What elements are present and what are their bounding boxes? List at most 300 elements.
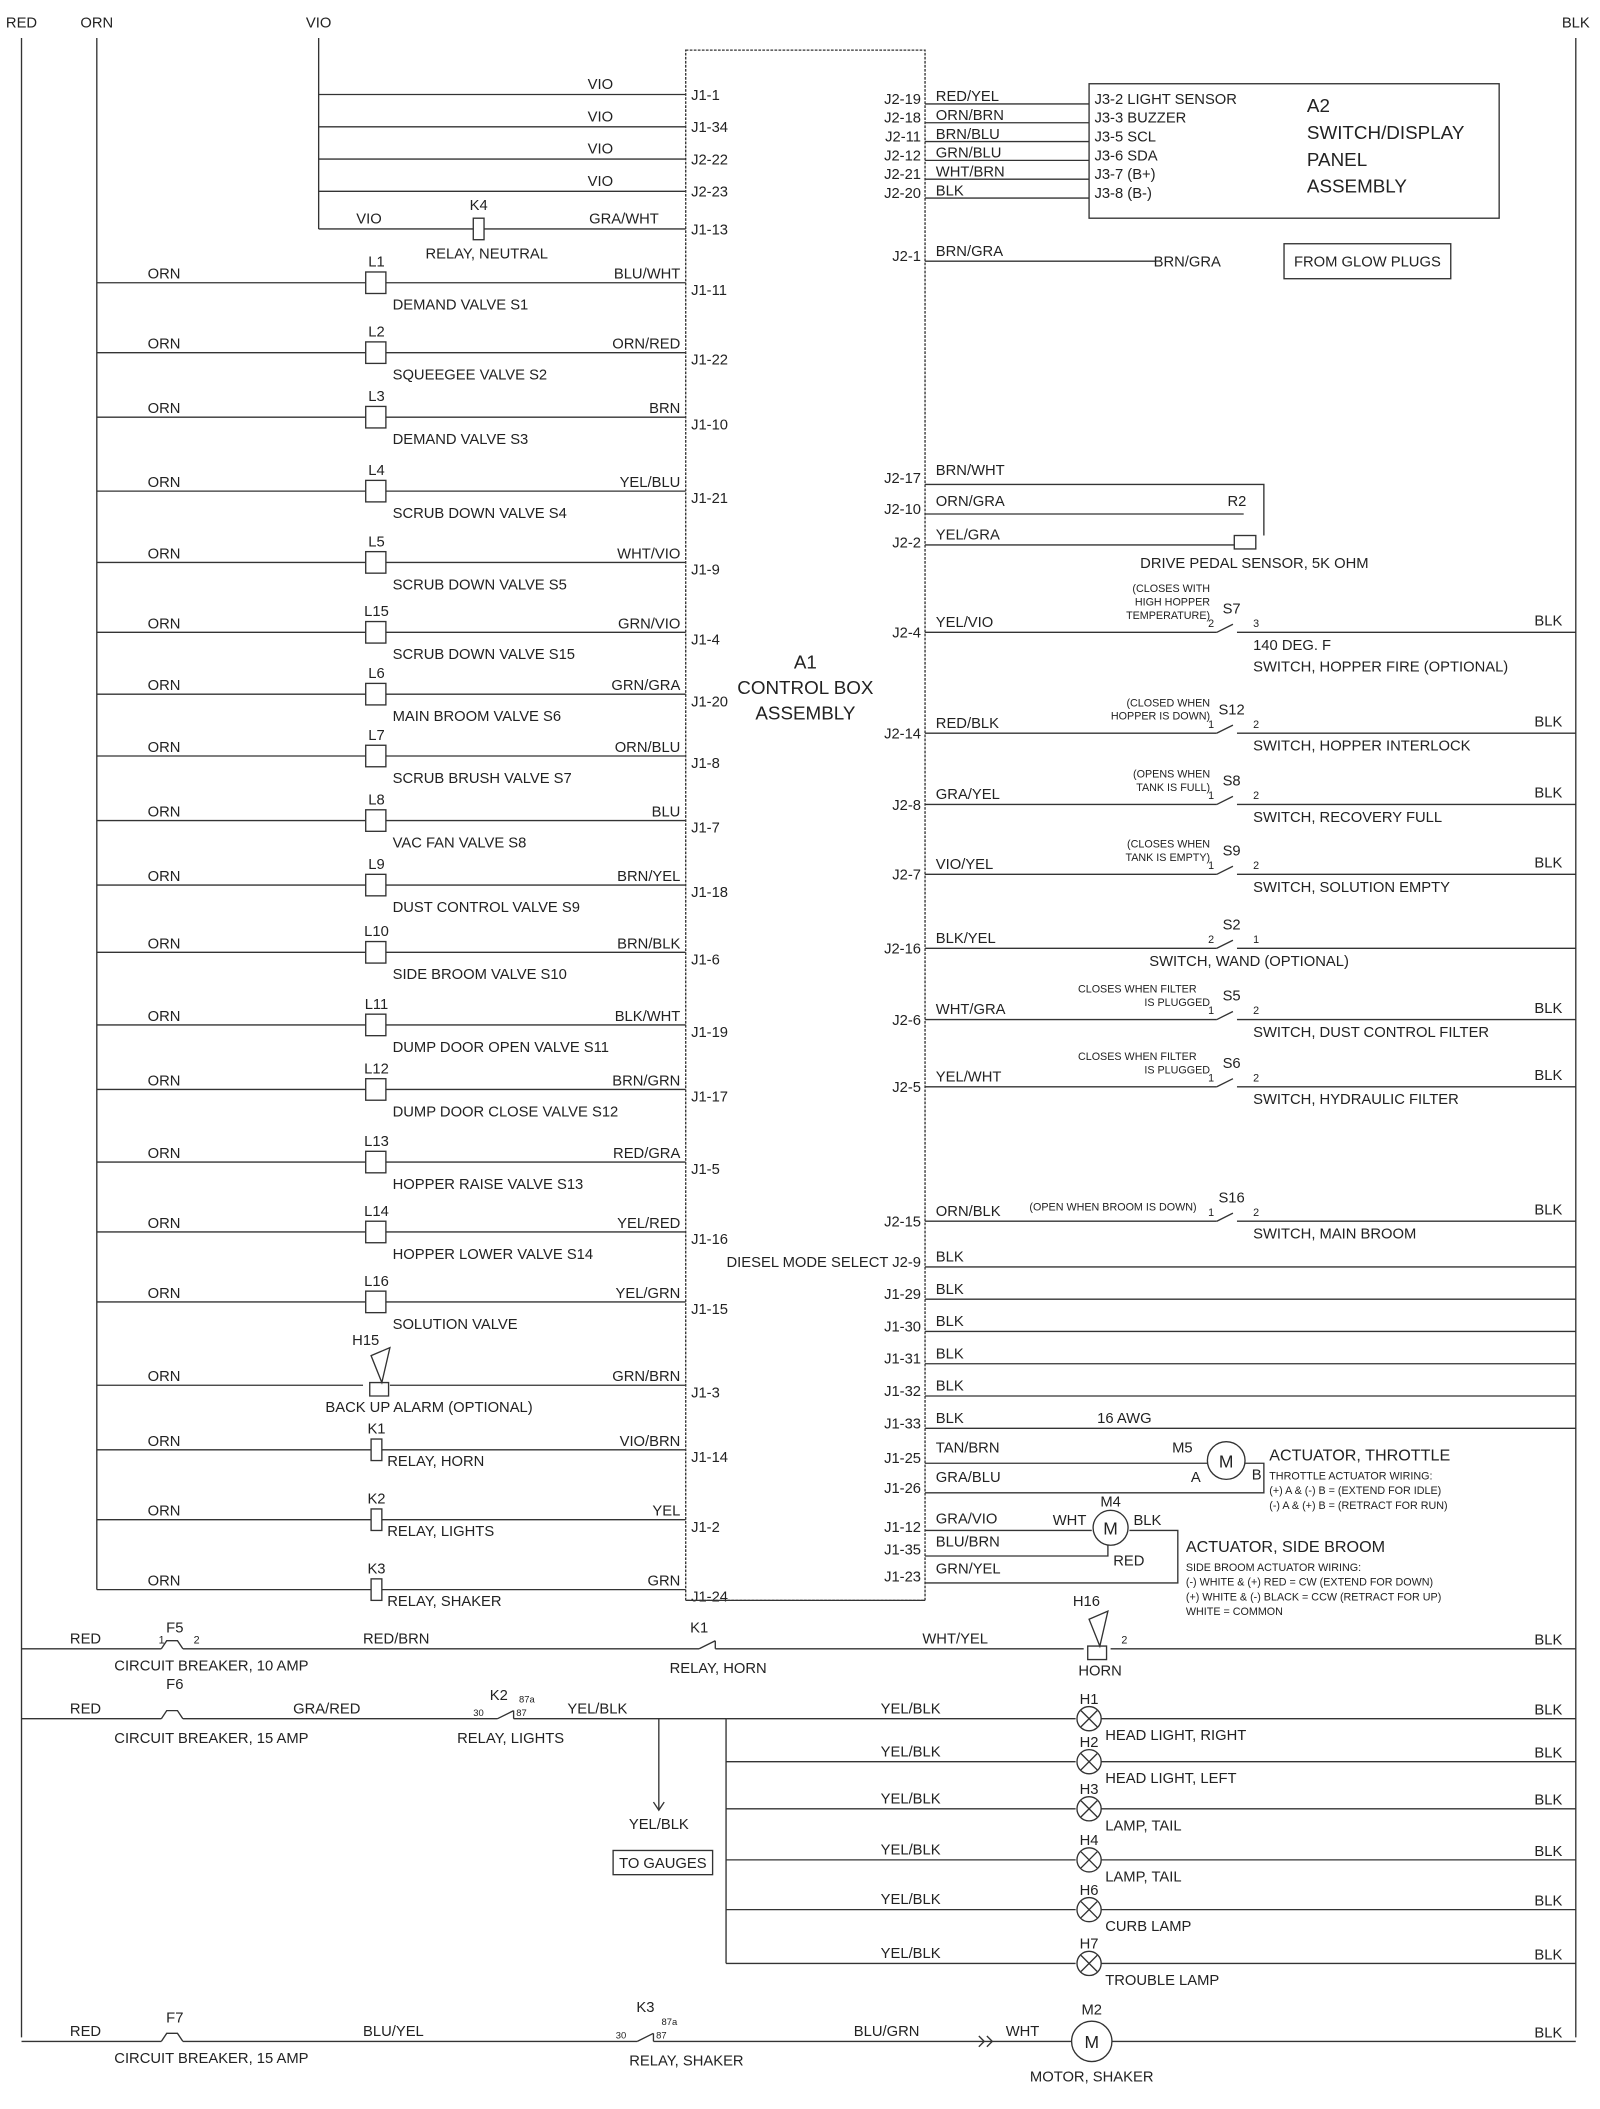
potentiometer-r2 [1234, 536, 1256, 549]
switch-pin: 2 [1253, 859, 1260, 872]
relay-coil [371, 1439, 382, 1461]
r2-ref: R2 [1227, 493, 1247, 510]
switch-ref: S9 [1222, 843, 1241, 860]
switch-pin: 1 [1208, 1206, 1215, 1219]
wire-label: BLK [935, 1249, 964, 1266]
switch-ref: S5 [1222, 988, 1241, 1005]
feed-label: ORN [147, 678, 181, 695]
switch-pin: 2 [1253, 718, 1260, 731]
wire-label: BLK [1534, 1632, 1563, 1649]
switch-name: SWITCH, WAND (OPTIONAL) [1149, 953, 1349, 970]
wire-label: WHT/VIO [617, 546, 681, 563]
pin-label: J2-16 [884, 941, 922, 958]
m4-pin: BLK [1133, 1513, 1162, 1530]
wire-label: BRN/BLK [617, 936, 681, 953]
wire-label: BLK [1534, 1843, 1563, 1860]
a2-connector-label: J3-2 LIGHT SENSOR [1094, 91, 1237, 108]
pin-label: DIESEL MODE SELECT J2-9 [726, 1254, 922, 1271]
switch-contact [1217, 725, 1233, 733]
component-ref: L2 [368, 324, 385, 341]
solenoid-coil [366, 810, 386, 832]
rail-label-red: RED [5, 15, 38, 32]
component-name: SIDE BROOM VALVE S10 [392, 967, 567, 984]
wire-label: YEL/VIO [935, 614, 994, 631]
component-ref: L5 [368, 534, 385, 551]
solenoid-coil [366, 406, 386, 428]
pin-label: J1-19 [691, 1025, 729, 1042]
lamp-name: TROUBLE LAMP [1105, 1972, 1220, 1989]
pin-label: J2-20 [884, 186, 922, 203]
switch-ref: S7 [1222, 601, 1241, 618]
wire-label: YEL/GRN [615, 1285, 681, 1302]
wire-label: BRN/GRN [612, 1073, 681, 1090]
m4-note: (+) WHITE & (-) BLACK = CCW (RETRACT FOR UP) [1185, 1591, 1442, 1604]
k2-pin: 87 [516, 1707, 527, 1719]
wire-label: TAN/BRN [935, 1440, 1000, 1457]
wire-label: BLK [935, 1410, 964, 1427]
wire-label: BLK [935, 1314, 964, 1331]
wire-label: VIO [587, 77, 614, 94]
pin-label: J2-22 [691, 152, 729, 169]
switch-name: SWITCH, MAIN BROOM [1253, 1226, 1417, 1243]
m2-name: MOTOR, SHAKER [1029, 2069, 1154, 2086]
component-ref: L12 [364, 1061, 389, 1078]
solenoid-coil [366, 342, 386, 364]
wire-label: RED/GRA [613, 1146, 681, 1163]
to-gauges-label: TO GAUGES [619, 1855, 707, 1872]
component-name: DEMAND VALVE S3 [392, 432, 529, 449]
component-ref: L3 [368, 389, 385, 406]
a2-connector-label: J3-8 (B-) [1094, 186, 1152, 203]
feed-label: ORN [147, 936, 181, 953]
pin-label: J2-4 [892, 625, 922, 642]
pin-label: J1-6 [691, 952, 720, 969]
pin-label: J1-12 [884, 1519, 922, 1536]
wire-label: RED/BRN [363, 1631, 430, 1648]
solenoid-coil [366, 552, 386, 574]
lamp-ref: H7 [1079, 1936, 1099, 1953]
pin-label: J2-14 [884, 726, 922, 743]
k3-pin: 87 [656, 2029, 667, 2041]
switch-pin: 2 [1253, 1005, 1260, 1018]
wire-label: BLK [1534, 1000, 1563, 1017]
k3-pin: 87a [661, 2016, 678, 2028]
solenoid-coil [366, 683, 386, 705]
switch-name: SWITCH, SOLUTION EMPTY [1253, 879, 1450, 896]
pin-label: J2-12 [884, 148, 922, 165]
a2-title: A2 [1306, 94, 1330, 116]
wire-label: GRN/BLU [935, 145, 1002, 162]
solenoid-coil [366, 1221, 386, 1243]
pin-label: J1-3 [691, 1385, 720, 1402]
a1-ref: A1 [793, 651, 817, 673]
pin-label: J1-13 [691, 222, 729, 239]
lamp-icon-cross [1081, 1852, 1097, 1868]
pin-label: J2-8 [892, 797, 922, 814]
feed-label: ORN [147, 1573, 181, 1590]
wire-label: ORN/BLU [614, 739, 681, 756]
switch-contact [1217, 796, 1233, 804]
solenoid-coil [366, 745, 386, 767]
component-name: SCRUB DOWN VALVE S5 [392, 577, 567, 594]
m5-pin: A [1190, 1470, 1201, 1487]
rail-label-blk: BLK [1561, 15, 1590, 32]
wire-label: ORN/RED [612, 336, 681, 353]
component-name: DEMAND VALVE S1 [392, 297, 529, 314]
switch-pin: 1 [1208, 859, 1215, 872]
k3-pin: 30 [615, 2029, 627, 2041]
switch-note: HOPPER IS DOWN) [1110, 710, 1211, 723]
wire-label: BRN/WHT [935, 463, 1005, 480]
component-ref: L4 [368, 463, 385, 480]
wire-label: VIO/BRN [619, 1433, 681, 1450]
k1-name: RELAY, HORN [669, 1660, 767, 1677]
wire-label: WHT/BRN [935, 164, 1005, 181]
solenoid-coil [366, 272, 386, 294]
f5-name: CIRCUIT BREAKER, 10 AMP [114, 1658, 309, 1675]
switch-note: IS PLUGGED [1144, 997, 1211, 1010]
k2-pin: 87a [518, 1693, 535, 1705]
pin-label: J1-8 [691, 756, 720, 773]
feed-label: ORN [147, 1008, 181, 1025]
feed-label: ORN [147, 804, 181, 821]
lamp-ref: H4 [1079, 1833, 1099, 1850]
component-name: SCRUB DOWN VALVE S4 [392, 506, 567, 523]
component-ref: K3 [367, 1561, 386, 1578]
switch-ref: S6 [1222, 1055, 1241, 1072]
wire-label: BLK [1534, 2025, 1563, 2042]
m5-pin: B [1251, 1467, 1262, 1484]
switch-name: SWITCH, HYDRAULIC FILTER [1253, 1092, 1459, 1109]
switch-note: TANK IS EMPTY) [1125, 851, 1211, 864]
m5-note: (+) A & (-) B = (EXTEND FOR IDLE) [1269, 1485, 1442, 1498]
wire-label: RED/YEL [935, 89, 999, 106]
wire-label: YEL [652, 1503, 681, 1520]
pin-label: J1-29 [884, 1287, 922, 1304]
relay-coil [371, 1509, 382, 1531]
k3-name: RELAY, SHAKER [629, 2053, 744, 2070]
motor-symbol: M [1084, 2032, 1100, 2053]
wire-label: VIO [587, 141, 614, 158]
pin-label: J1-1 [691, 87, 720, 104]
pin: 2 [1121, 1634, 1128, 1647]
switch-ref: S2 [1222, 917, 1241, 934]
switch-contact [1217, 1213, 1233, 1221]
feed-label: ORN [147, 401, 181, 418]
wire-label: GRN [647, 1573, 681, 1590]
k3-contact [637, 2033, 653, 2041]
wire-label: BLK/WHT [614, 1008, 681, 1025]
k4-name: RELAY, NEUTRAL [425, 246, 548, 263]
switch-contact [1217, 866, 1233, 874]
solenoid-coil [366, 622, 386, 644]
switch-name: SWITCH, RECOVERY FULL [1253, 809, 1443, 826]
component-name: SOLUTION VALVE [392, 1316, 518, 1333]
feed-label: ORN [147, 266, 181, 283]
pin-label: J1-22 [691, 352, 729, 369]
lamp-icon-cross [1081, 1711, 1097, 1727]
lamp-icon-cross [1081, 1801, 1097, 1817]
k1-contact [699, 1641, 715, 1649]
wire-label: YEL/WHT [935, 1069, 1002, 1086]
switch-name: SWITCH, DUST CONTROL FILTER [1253, 1025, 1490, 1042]
component-ref: K2 [367, 1491, 386, 1508]
k1-ref: K1 [690, 1620, 709, 1637]
component-ref: L11 [364, 996, 389, 1013]
wire-label: GRA/WHT [589, 211, 659, 228]
wire-label: YEL/RED [617, 1215, 681, 1232]
component-ref: L14 [364, 1203, 389, 1220]
feed-label: ORN [147, 1433, 181, 1450]
k4-ref: K4 [469, 198, 488, 215]
lamp-name: HEAD LIGHT, RIGHT [1105, 1728, 1247, 1745]
feed-label: ORN [147, 739, 181, 756]
pin: 2 [193, 1634, 200, 1647]
switch-ref: S12 [1218, 702, 1245, 719]
wire-label: WHT [1005, 2024, 1040, 2041]
pin-label: J2-23 [691, 184, 729, 201]
wire-label: BLK [935, 183, 964, 200]
k2-pin: 30 [473, 1707, 484, 1719]
wire-label: BLK [935, 1281, 964, 1298]
switch-name: SWITCH, HOPPER FIRE (OPTIONAL) [1253, 659, 1509, 676]
pin-label: J2-15 [884, 1214, 922, 1231]
rail-label-vio: VIO [305, 15, 332, 32]
wire-label: BLU/BRN [935, 1534, 1000, 1551]
pin-label: J1-14 [691, 1449, 729, 1466]
solenoid-coil [366, 480, 386, 502]
wire-label: VIO [356, 211, 382, 228]
component-name: VAC FAN VALVE S8 [392, 835, 527, 852]
pin-label: J1-10 [691, 417, 729, 434]
wire-label: YEL/BLK [880, 1892, 941, 1909]
feed-label: ORN [147, 336, 181, 353]
k2-name: RELAY, LIGHTS [457, 1730, 565, 1747]
a1-title-line2: ASSEMBLY [755, 702, 856, 724]
wire-label: YEL/BLK [628, 1816, 689, 1833]
m4-name: ACTUATOR, SIDE BROOM [1185, 1537, 1386, 1556]
wire-label: YEL/BLK [567, 1701, 628, 1718]
feed-label: ORN [147, 1369, 181, 1386]
feed-label: ORN [147, 475, 181, 492]
wire-label: BLK [1534, 855, 1563, 872]
component-ref: L16 [364, 1273, 389, 1290]
wire-label: BLK [1534, 1202, 1563, 1219]
solenoid-coil [366, 1291, 386, 1313]
wire-label: BLU/WHT [613, 266, 681, 283]
wire-label: GRA/VIO [935, 1511, 998, 1528]
pin-label: J1-16 [691, 1232, 729, 1249]
wire-label: GRA/BLU [935, 1470, 1001, 1487]
wire-label: VIO/YEL [935, 856, 994, 873]
pin-label: J1-31 [884, 1351, 922, 1368]
f5-ref: F5 [166, 1620, 184, 1637]
pin-label: J2-10 [884, 501, 922, 518]
rail-label-orn: ORN [80, 15, 114, 32]
lamp-ref: H3 [1079, 1781, 1099, 1798]
lamp-name: LAMP, TAIL [1105, 1818, 1182, 1835]
feed-label: ORN [147, 1503, 181, 1520]
component-name: MAIN BROOM VALVE S6 [392, 709, 562, 726]
m4-note: (-) WHITE & (+) RED = CW (EXTEND FOR DOWN) [1185, 1576, 1434, 1589]
wire-label: YEL/BLK [880, 1791, 941, 1808]
component-ref: K1 [367, 1421, 386, 1438]
component-ref: H15 [352, 1332, 380, 1349]
wire-label: YEL/BLU [619, 475, 681, 492]
m4-note: WHITE = COMMON [1185, 1606, 1283, 1619]
m5-ref: M5 [1172, 1440, 1193, 1457]
k2-ref: K2 [489, 1687, 508, 1704]
wire-label: BLU/YEL [363, 2024, 424, 2041]
wire-label: GRN/VIO [617, 616, 681, 633]
switch-note: TEMPERATURE) [1126, 609, 1211, 622]
wire-gauge: 16 AWG [1097, 1410, 1152, 1427]
a2-connector-label: J3-7 (B+) [1094, 167, 1156, 184]
f7-breaker [161, 2033, 183, 2041]
wire-label: BRN/GRA [1153, 254, 1221, 271]
switch-note: IS PLUGGED [1144, 1064, 1211, 1077]
component-name: RELAY, LIGHTS [387, 1523, 495, 1540]
pin-label: J1-5 [691, 1162, 720, 1179]
wire-label: BLK [1534, 1702, 1563, 1719]
k2-contact [497, 1711, 513, 1719]
lamp-icon-cross [1081, 1902, 1097, 1918]
k3-ref: K3 [636, 1999, 655, 2016]
wire-label: BLK [1534, 1893, 1563, 1910]
component-ref: L7 [368, 727, 385, 744]
component-name: SQUEEGEE VALVE S2 [392, 367, 548, 384]
pin-label: J2-6 [892, 1012, 922, 1029]
pin-label: J1-23 [884, 1569, 922, 1586]
component-name: RELAY, SHAKER [387, 1593, 502, 1610]
pin-label: J2-7 [892, 867, 922, 884]
component-name: SCRUB BRUSH VALVE S7 [392, 770, 572, 787]
pin-label: J1-2 [691, 1519, 720, 1536]
wire-label: RED/BLK [935, 715, 999, 732]
switch-pin: 2 [1208, 933, 1215, 946]
wire-label: BLK [1534, 1745, 1563, 1762]
component-ref: L10 [364, 924, 389, 941]
switch-pin: 1 [1208, 1005, 1215, 1018]
f6-name: CIRCUIT BREAKER, 15 AMP [114, 1730, 309, 1747]
wire-label: BLK [935, 1378, 964, 1395]
component-name: DUST CONTROL VALVE S9 [392, 899, 580, 916]
a2-connector-label: J3-6 SDA [1094, 148, 1158, 165]
pin-label: J1-21 [691, 491, 729, 508]
pin-label: J2-19 [884, 91, 922, 108]
lamp-ref: H2 [1079, 1734, 1099, 1751]
wire-label: BRN/BLU [935, 126, 1000, 143]
feed-label: ORN [147, 616, 181, 633]
switch-note: (OPENS WHEN [1133, 768, 1211, 781]
pin: 1 [158, 1634, 165, 1647]
lamp-name: HEAD LIGHT, LEFT [1105, 1771, 1237, 1788]
solenoid-coil [366, 1014, 386, 1036]
switch-note: CLOSES WHEN FILTER [1077, 1050, 1197, 1063]
horn-icon [1088, 1611, 1108, 1659]
wire-label: RED [69, 1701, 102, 1718]
r2-name: DRIVE PEDAL SENSOR, 5K OHM [1140, 555, 1369, 572]
component-ref: L1 [368, 254, 385, 271]
f6-breaker [161, 1711, 183, 1719]
component-name: RELAY, HORN [387, 1453, 485, 1470]
switch-pin: 1 [1208, 718, 1215, 731]
wire-label: BRN/GRA [935, 243, 1004, 260]
wire-label: ORN/BLK [935, 1203, 1001, 1220]
glow-plugs-label: FROM GLOW PLUGS [1293, 254, 1441, 271]
pin-label: J1-30 [884, 1319, 922, 1336]
component-ref: L15 [364, 604, 389, 621]
switch-contact [1217, 1011, 1233, 1019]
wire-label: RED [69, 1631, 102, 1648]
feed-label: ORN [147, 546, 181, 563]
wire-label: VIO [587, 109, 614, 126]
h16-name: HORN [1078, 1663, 1122, 1680]
feed-label: ORN [147, 1285, 181, 1302]
component-name: HOPPER RAISE VALVE S13 [392, 1176, 584, 1193]
wire-label: BRN/YEL [617, 869, 681, 886]
pin-label: J1-20 [691, 694, 729, 711]
k4-relay-coil [473, 218, 484, 240]
solenoid-coil [366, 874, 386, 896]
component-ref: L8 [368, 792, 385, 809]
pin-label: J1-26 [884, 1480, 922, 1497]
component-name: DUMP DOOR OPEN VALVE S11 [392, 1039, 609, 1056]
switch-note: (CLOSES WHEN [1127, 838, 1211, 851]
component-name: SCRUB DOWN VALVE S15 [392, 647, 576, 664]
pin-label: J1-9 [691, 562, 720, 579]
wire-label: GRN/BRN [612, 1369, 681, 1386]
f7-ref: F7 [166, 2010, 184, 2027]
switch-pin: 2 [1208, 617, 1215, 630]
pin-label: J2-1 [892, 249, 922, 266]
m4-note: SIDE BROOM ACTUATOR WIRING: [1185, 1561, 1362, 1574]
pin-label: J2-21 [884, 167, 922, 184]
wire-label: BLK [1534, 1792, 1563, 1809]
wire-label: BLK [1534, 714, 1563, 731]
wire-label: BLK [1534, 613, 1563, 630]
component-name: BACK UP ALARM (OPTIONAL) [325, 1400, 533, 1417]
solenoid-coil [366, 942, 386, 964]
wire-label: BLK/YEL [935, 930, 996, 947]
pin-label: J1-18 [691, 885, 729, 902]
wire-label: VIO [587, 173, 614, 190]
switch-note: TANK IS FULL) [1136, 781, 1211, 794]
pin-label: J2-17 [884, 471, 922, 488]
switch-pin: 2 [1253, 1072, 1260, 1085]
f7-name: CIRCUIT BREAKER, 15 AMP [114, 2050, 309, 2067]
switch-pin: 3 [1253, 617, 1260, 630]
switch-ref: S16 [1218, 1190, 1245, 1207]
a1-title-line1: CONTROL BOX [737, 677, 874, 699]
pin-label: J2-5 [892, 1080, 922, 1097]
a2-connector-label: J3-3 BUZZER [1094, 110, 1187, 127]
wire-label: WHT/YEL [922, 1631, 988, 1648]
switch-contact [1217, 1079, 1233, 1087]
switch-note: HIGH HOPPER [1134, 596, 1211, 609]
solenoid-coil [366, 1079, 386, 1101]
wire-label: BLU/GRN [853, 2024, 920, 2041]
wire-label: YEL/BLK [880, 1842, 941, 1859]
motor-symbol: M [1218, 1451, 1234, 1472]
m2-ref: M2 [1081, 2002, 1103, 2019]
switch-pin: 1 [1253, 933, 1260, 946]
feed-label: ORN [147, 1073, 181, 1090]
component-ref: L9 [368, 856, 385, 873]
switch-note: CLOSES WHEN FILTER [1077, 983, 1197, 996]
m4-ref: M4 [1100, 1494, 1121, 1511]
switch-pin: 2 [1253, 1206, 1260, 1219]
